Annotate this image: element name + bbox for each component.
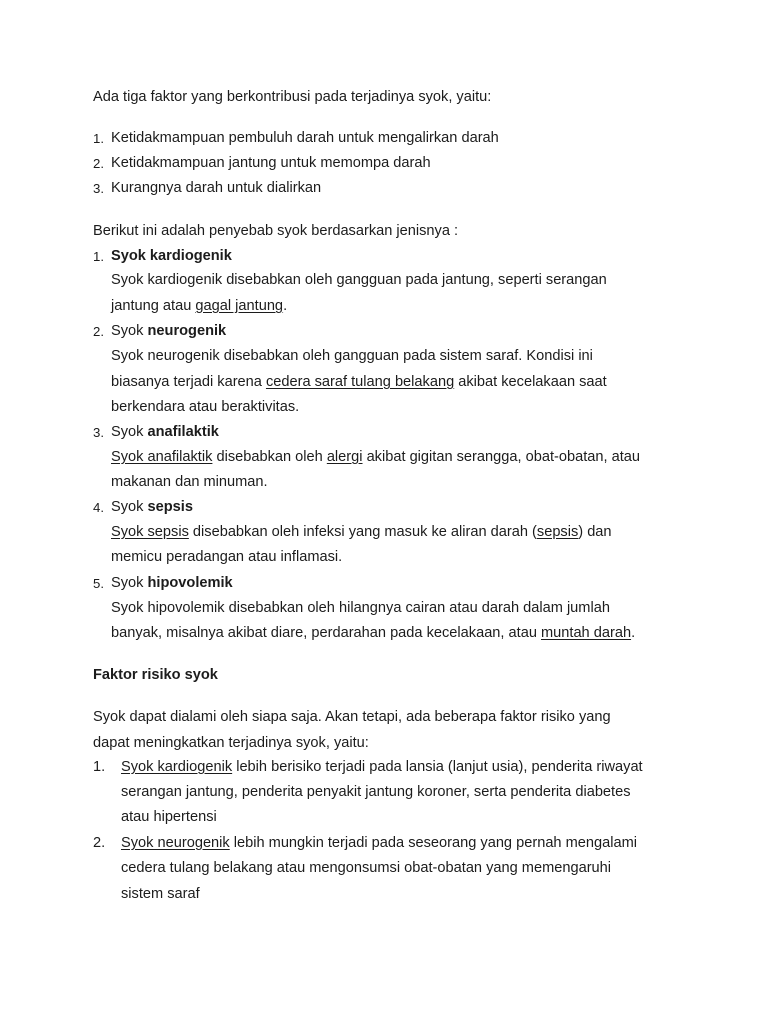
link-syok-anafilaktik[interactable]: Syok anafilaktik <box>111 449 213 465</box>
link-syok-neurogenik[interactable]: Syok neurogenik <box>121 835 230 851</box>
causes-intro: Berikut ini adalah penyebab syok berdasarkan jenisnya : <box>93 223 459 239</box>
risk-line: cedera tulang belakang atau mengonsumsi obat-obatan yang memengaruhi <box>121 860 612 876</box>
link-sepsis[interactable]: sepsis <box>536 524 579 540</box>
type-description-line: Syok anafilaktik disebabkan oleh alergi akibat gigitan serangga, obat-obatan, atau <box>111 449 641 465</box>
type-description-line: Syok hipovolemik disebabkan oleh hilangnya cairan atau darah dalam jumlah <box>111 600 610 616</box>
type-title: Syok hipovolemik <box>111 575 233 591</box>
risk-line: Syok neurogenik lebih mungkin terjadi pada seseorang yang pernah mengalami <box>121 835 637 851</box>
type-description-line: memicu peradangan atau inflamasi. <box>111 549 343 565</box>
risk-line: Syok kardiogenik lebih berisiko terjadi pada lansia (lanjut usia), penderita riwayat <box>121 759 643 775</box>
type-description-line: berkendara atau beraktivitas. <box>111 399 300 415</box>
type-description-line: Syok sepsis disebabkan oleh infeksi yang masuk ke aliran darah (sepsis) dan <box>111 524 612 540</box>
type-title-bold: hipovolemik <box>147 575 233 591</box>
risk-number: 2. <box>93 835 106 851</box>
type-number: 4. <box>93 500 104 515</box>
type-title <box>111 247 232 265</box>
type-title-bold: sepsis <box>147 499 193 515</box>
risk-line: atau hipertensi <box>121 809 217 825</box>
type-title: Syok sepsis <box>111 499 193 515</box>
type-description-line: biasanya terjadi karena cedera saraf tulang belakang akibat kecelakaan saat <box>111 374 607 390</box>
type-description-line: jantung atau gagal jantung. <box>111 298 288 314</box>
type-description-line: Syok kardiogenik disebabkan oleh gangguan pada jantung, seperti serangan <box>111 272 607 288</box>
type-number: 3. <box>93 425 104 440</box>
factor-number: 3. <box>93 181 104 196</box>
section-heading: Faktor risiko syok <box>93 667 218 683</box>
type-number: 2. <box>93 324 104 339</box>
link-cedera-saraf[interactable]: cedera saraf tulang belakang <box>265 374 455 390</box>
factor-number: 1. <box>93 131 104 146</box>
risk-intro-line: Syok dapat dialami oleh siapa saja. Akan tetapi, ada beberapa faktor risiko yang <box>93 709 611 725</box>
risk-intro-line: dapat meningkatkan terjadinya syok, yaitu: <box>93 735 369 751</box>
risk-line: serangan jantung, penderita penyakit jantung koroner, serta penderita diabetes <box>121 784 631 800</box>
risk-line: sistem saraf <box>121 886 200 902</box>
type-title: Syok neurogenik <box>111 323 227 339</box>
type-title-bold: anafilaktik <box>147 424 219 440</box>
link-syok-sepsis[interactable]: Syok sepsis <box>111 524 189 540</box>
factor-number: 2. <box>93 156 104 171</box>
factor-item: Kurangnya darah untuk dialirkan <box>111 180 322 196</box>
link-muntah-darah[interactable]: muntah darah <box>541 625 632 641</box>
risk-number: 1. <box>93 759 106 775</box>
link-gagal-jantung[interactable]: gagal jantung <box>195 298 284 314</box>
type-description-line: Syok neurogenik disebabkan oleh gangguan pada sistem saraf. Kondisi ini <box>111 348 593 364</box>
type-number: 5. <box>93 576 104 591</box>
intro-paragraph: Ada tiga faktor yang berkontribusi pada terjadinya syok, yaitu: <box>93 89 492 105</box>
type-title: Syok anafilaktik <box>111 424 219 440</box>
type-description-line: banyak, misalnya akibat diare, perdarahan pada kecelakaan, atau muntah darah. <box>111 625 636 641</box>
type-title-bold: neurogenik <box>147 323 227 339</box>
type-description-line: makanan dan minuman. <box>111 474 268 490</box>
factor-item: Ketidakmampuan jantung untuk memompa darah <box>111 155 431 171</box>
type-title-bold: Syok kardiogenik <box>111 248 232 264</box>
link-alergi[interactable]: alergi <box>326 449 363 465</box>
type-number: 1. <box>93 249 104 264</box>
link-syok-kardiogenik[interactable]: Syok kardiogenik <box>121 759 233 775</box>
factor-item: Ketidakmampuan pembuluh darah untuk mengalirkan darah <box>111 130 499 146</box>
